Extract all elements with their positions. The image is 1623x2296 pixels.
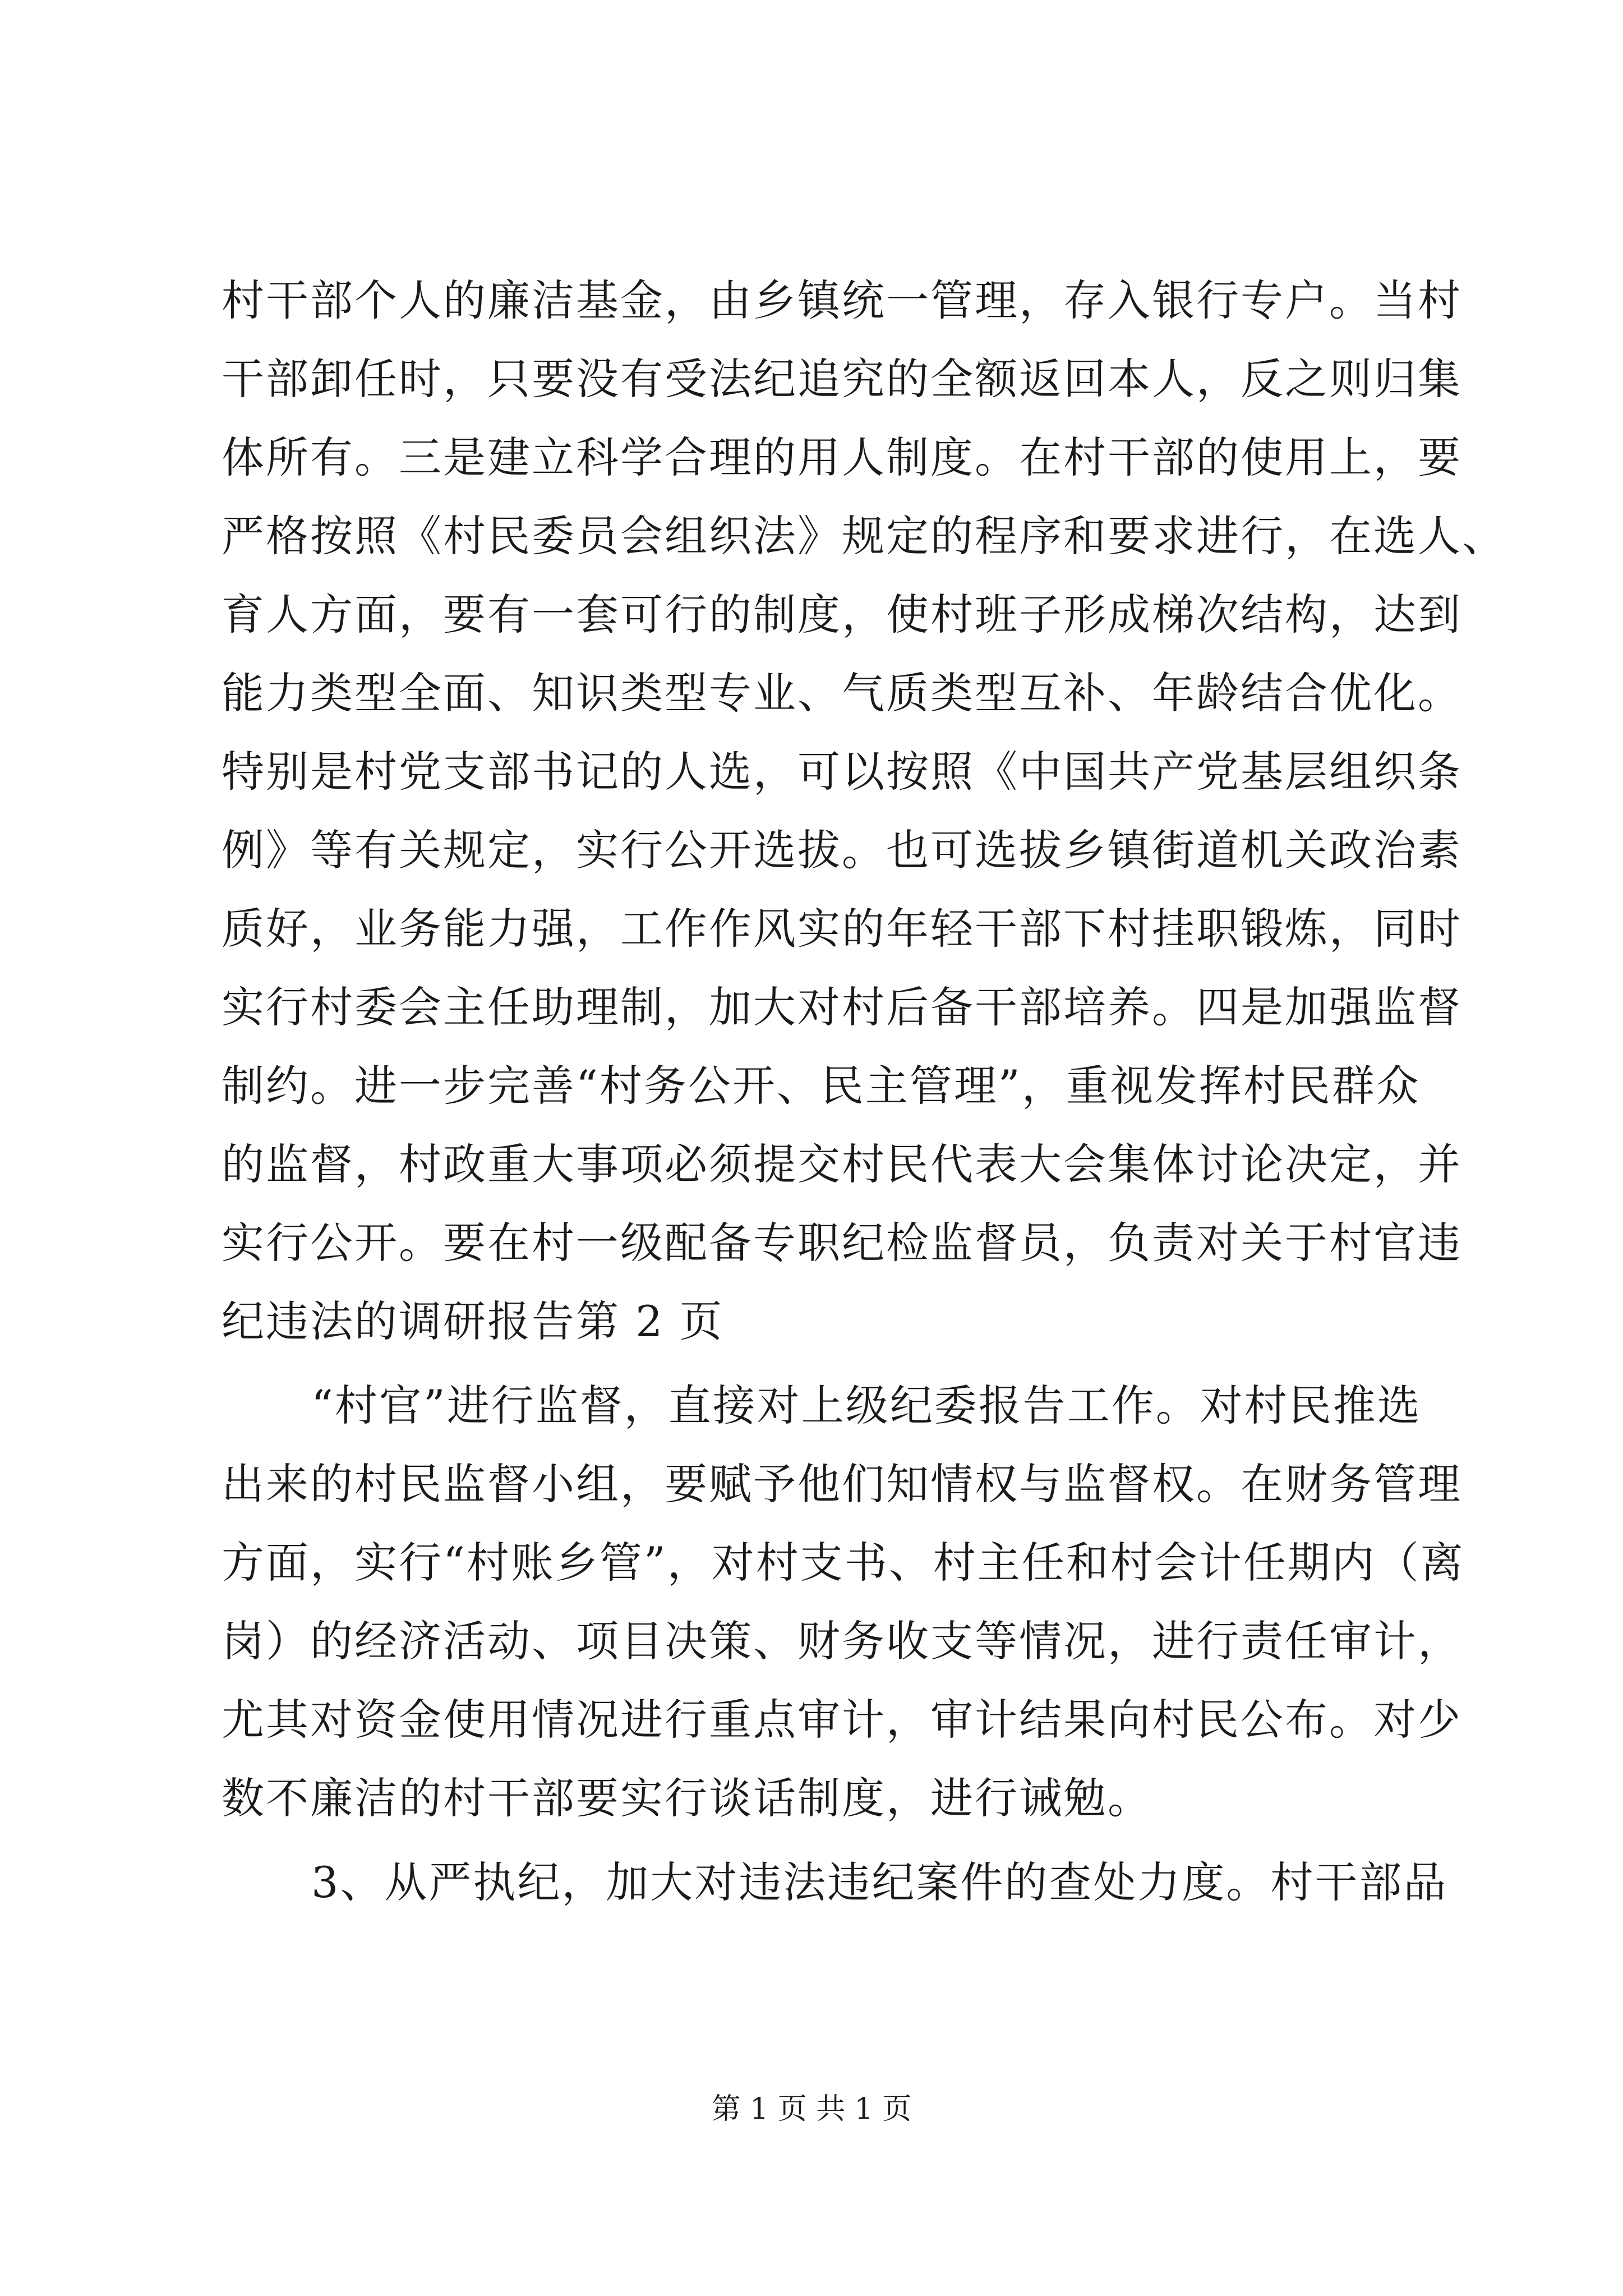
text-line: 特别是村党支部书记的人选，可以按照《中国共产党基层组织条 [222, 747, 1462, 797]
text-line: 尤其对资金使用情况进行重点审计，审计结果向村民公布。对少 [222, 1695, 1462, 1745]
text-line: 数不廉洁的村干部要实行谈话制度，进行诫勉。 [222, 1773, 1152, 1823]
text-line: 村干部个人的廉洁基金，由乡镇统一管理，存入银行专户。当村 [222, 275, 1462, 325]
text-line: 制约。进一步完善“村务公开、民主管理”，重视发挥村民群众 [222, 1061, 1421, 1111]
text-line: 方面，实行“村账乡管”，对村支书、村主任和村会计任期内（离 [222, 1538, 1465, 1588]
page-number-footer: 第 1 页 共 1 页 [711, 2092, 912, 2126]
text-line: 实行公开。要在村一级配备专职纪检监督员，负责对关于村官违 [222, 1218, 1462, 1268]
text-line: 体所有。三是建立科学合理的用人制度。在村干部的使用上，要 [222, 432, 1462, 482]
text-line: 的监督，村政重大事项必须提交村民代表大会集体讨论决定，并 [222, 1139, 1462, 1189]
text-line: 严格按照《村民委员会组织法》规定的程序和要求进行，在选人、 [222, 511, 1506, 561]
text-line: 育人方面，要有一套可行的制度，使村班子形成梯次结构，达到 [222, 590, 1462, 639]
text-line: 实行村委会主任助理制，加大对村后备干部培养。四是加强监督 [222, 982, 1462, 1032]
text-line: 岗）的经济活动、项目决策、财务收支等情况，进行责任审计， [222, 1616, 1462, 1666]
paragraph-gap [222, 1361, 1413, 1366]
text-line: 干部卸任时，只要没有受法纪追究的全额返回本人，反之则归集 [222, 354, 1462, 404]
text-line: 能力类型全面、知识类型专业、气质类型互补、年龄结合优化。 [222, 668, 1462, 718]
document-body [222, 261, 1506, 1922]
text-line: “村官”进行监督，直接对上级纪委报告工作。对村民推选 [311, 1381, 1422, 1430]
paragraph-gap [222, 1838, 1413, 1843]
text-line: 3、从严执纪，加大对违法违纪案件的查处力度。村干部品 [311, 1857, 1448, 1907]
text-line: 例》等有关规定，实行公开选拔。也可选拔乡镇街道机关政治素 [222, 825, 1462, 875]
text-line: 出来的村民监督小组，要赋予他们知情权与监督权。在财务管理 [222, 1459, 1462, 1509]
text-line: 质好，业务能力强，工作作风实的年轻干部下村挂职锻炼，同时 [222, 904, 1462, 954]
text-line: 纪违法的调研报告第 2 页 [222, 1296, 724, 1346]
